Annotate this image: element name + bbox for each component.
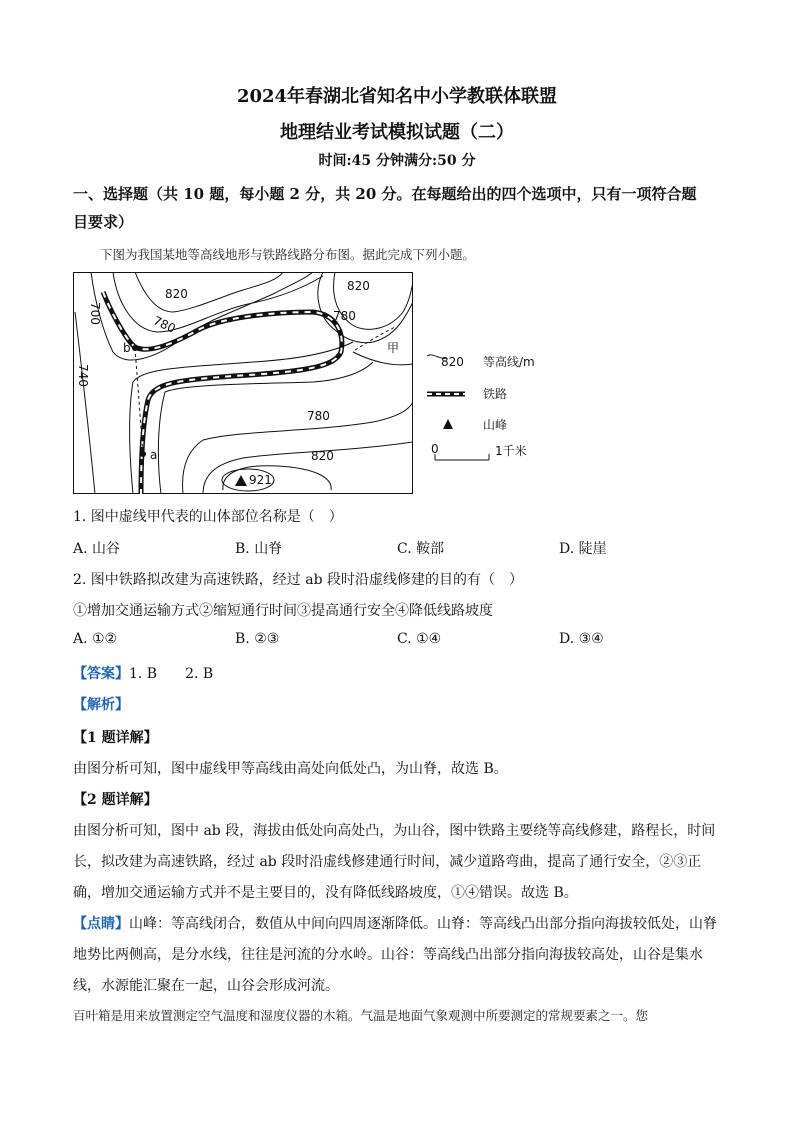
q2-option-b: B. ②③ xyxy=(235,631,280,647)
q1-option-c: C. 鞍部 xyxy=(397,541,445,557)
detail-2-line-3: 确，增加交通运输方式并不是主要目的，没有降低线路坡度，①④错误。故选 B。 xyxy=(73,885,578,901)
label-780a: 780 xyxy=(150,313,178,336)
label-780c: 780 xyxy=(307,409,330,423)
intro-text: 下图为我国某地等高线地形与铁路线路分布图。据此完成下列小题。 xyxy=(100,247,476,262)
section-heading-1: 一、选择题（共 10 题，每小题 2 分，共 20 分。在每题给出的四个选项中，只有一项符合题 xyxy=(73,185,697,203)
q1-option-a: A. 山谷 xyxy=(73,541,121,557)
section-heading-2: 目要求） xyxy=(73,213,134,231)
analysis-tag: 【解析】 xyxy=(73,697,129,713)
legend-peak-label: 山峰 xyxy=(483,418,508,432)
answer-text: 1. B 2. B xyxy=(129,666,214,682)
exam-time: 时间:45 分钟满分:50 分 xyxy=(318,153,476,169)
label-740: 740 xyxy=(76,364,90,387)
detail-1-tag: 【1 题详解】 xyxy=(73,730,158,746)
label-700: 700 xyxy=(88,302,102,325)
legend-peak-icon xyxy=(443,419,453,429)
label-peak-921: 921 xyxy=(249,473,272,487)
tip-line-3: 线，水源能汇聚在一起，山谷会形成河流。 xyxy=(73,978,339,994)
tip-text-1: 山峰：等高线闭合，数值从中间向四周逐渐降低。山脊：等高线凸出部分指向海拔较低处，山脊 xyxy=(129,916,717,932)
tip-tag: 【点睛】 xyxy=(73,916,129,932)
label-b: b xyxy=(123,341,131,355)
tip-line-1 xyxy=(73,913,717,933)
answer-tag: 【答案】 xyxy=(73,666,129,682)
q2-statements: ①增加交通运输方式②缩短通行时间③提高通行安全④降低线路坡度 xyxy=(73,603,493,619)
legend-scale-km: 1千米 xyxy=(495,444,527,458)
contour-map xyxy=(73,272,413,494)
detail-2-line-2: 长，拟改建为高速铁路，经过 ab 段时沿虚线修建通行时间，减少道路弯曲，提高了通行安全，②③正 xyxy=(73,854,702,870)
label-820a: 820 xyxy=(165,287,188,301)
legend-scale-zero: 0 xyxy=(431,442,439,456)
label-820c: 820 xyxy=(311,449,334,463)
label-820b: 820 xyxy=(347,279,370,293)
label-780b: 780 xyxy=(333,309,356,323)
next-passage: 百叶箱是用来放置测定空气温度和湿度仪器的木箱。气温是地面气象观测中所要测定的常规要素之一。您 xyxy=(73,1008,649,1023)
tip-line-2: 地势比两侧高，是分水线，往往是河流的分水岭。山谷：等高线凸出部分指向海拔较高处，山谷是集水 xyxy=(73,947,703,963)
label-jia: 甲 xyxy=(387,341,400,355)
point-a xyxy=(140,451,146,457)
legend-contour-label: 等高线/m xyxy=(483,355,535,369)
title-line-1: 2024年春湖北省知名中小学教联体联盟 xyxy=(236,86,558,107)
legend-rail-label: 铁路 xyxy=(483,387,508,401)
q1-option-d: D. 陡崖 xyxy=(559,541,607,557)
point-b xyxy=(132,345,138,351)
q2-option-d: D. ③④ xyxy=(559,631,604,647)
q2-option-c: C. ①④ xyxy=(397,631,442,647)
q1-stem: 1. 图中虚线甲代表的山体部位名称是（ ） xyxy=(73,509,343,525)
q1-option-b: B. 山脊 xyxy=(235,541,283,557)
detail-2-tag: 【2 题详解】 xyxy=(73,792,158,808)
detail-1-text: 由图分析可知，图中虚线甲等高线由高处向低处凸，为山脊，故选 B。 xyxy=(73,761,508,777)
answer-line xyxy=(73,663,213,683)
title-line-2: 地理结业考试模拟试题（二） xyxy=(280,122,514,143)
detail-2-line-1: 由图分析可知，图中 ab 段，海拔由低处向高处凸，为山谷，图中铁路主要绕等高线修建，路程长，时间 xyxy=(73,823,716,839)
legend-contour-value: 820 xyxy=(441,355,464,369)
q2-option-a: A. ①② xyxy=(73,631,118,647)
label-a: a xyxy=(150,448,158,462)
map-legend xyxy=(425,350,565,470)
q2-stem: 2. 图中铁路拟改建为高速铁路，经过 ab 段时沿虚线修建的目的有（ ） xyxy=(73,572,524,588)
